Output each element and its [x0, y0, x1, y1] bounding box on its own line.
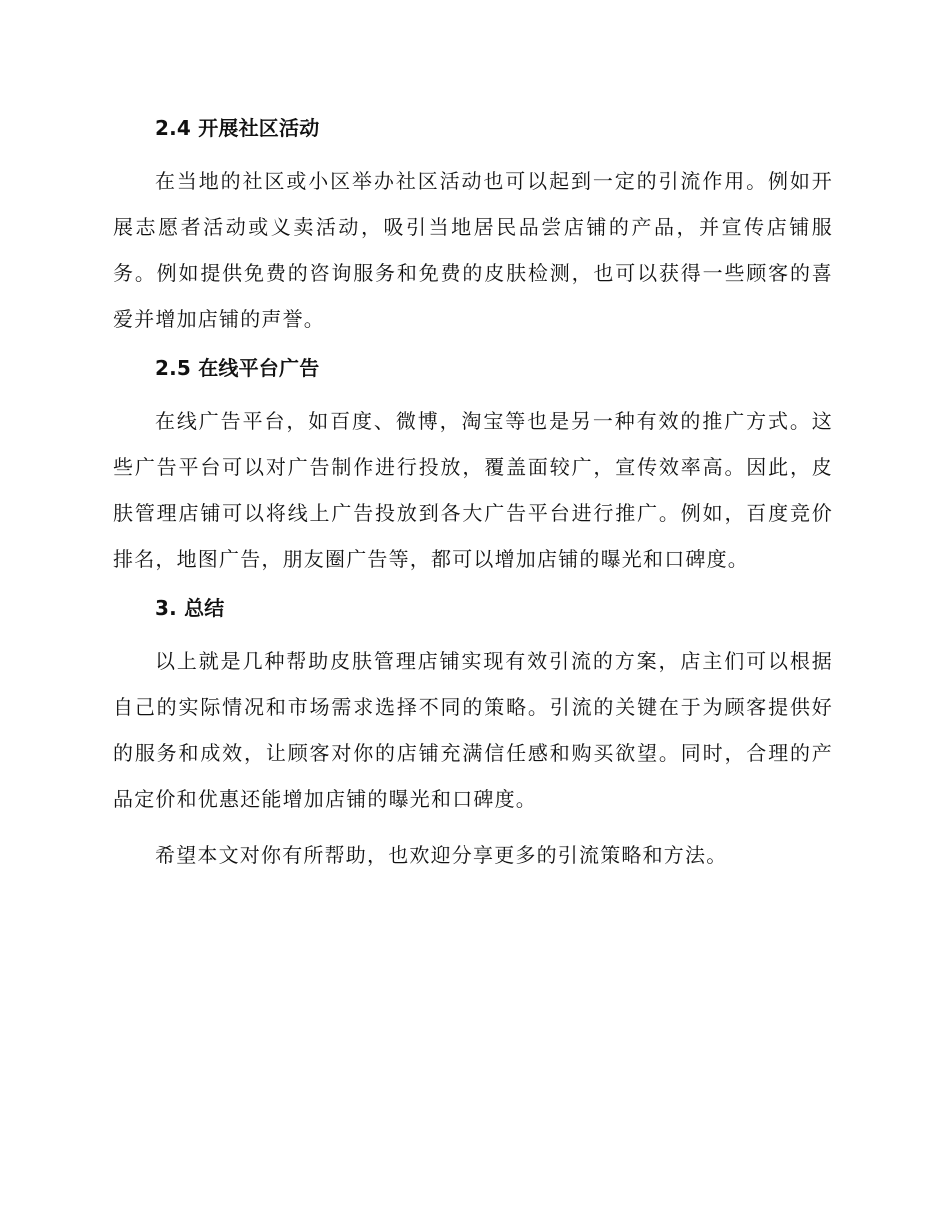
paragraph-closing: 希望本文对你有所帮助，也欢迎分享更多的引流策略和方法。 — [155, 843, 728, 867]
section-heading-summary: 3. 总结 — [155, 596, 225, 620]
paragraph-online-platform-ads: 在线广告平台，如百度、微博，淘宝等也是另一种有效的推广方式。这些广告平台可以对广告制作进行投放，覆盖面较广，宣传效率高。因此，皮肤管理店铺可以将线上广告投放到各大广告平台进行推广。例如，百度竞价排名，地图广告，朋友圈广告等，都可以增加店铺的曝光和口碑度。 — [113, 409, 833, 571]
paragraph-community-activities: 在当地的社区或小区举办社区活动也可以起到一定的引流作用。例如开展志愿者活动或义卖活动，吸引当地居民品尝店铺的产品，并宣传店铺服务。例如提供免费的咨询服务和免费的皮肤检测，也可以获得一些顾客的喜爱并增加店铺的声誉。 — [113, 169, 833, 331]
paragraph-summary: 以上就是几种帮助皮肤管理店铺实现有效引流的方案，店主们可以根据自己的实际情况和市场需求选择不同的策略。引流的关键在于为顾客提供好的服务和成效，让顾客对你的店铺充满信任感和购买欲望。同时，合理的产品定价和优惠还能增加店铺的曝光和口碑度。 — [113, 649, 833, 811]
section-heading-community-activities: 2.4 开展社区活动 — [155, 116, 320, 140]
document-body — [113, 112, 833, 878]
section-heading-online-platform-ads: 2.5 在线平台广告 — [155, 356, 320, 380]
